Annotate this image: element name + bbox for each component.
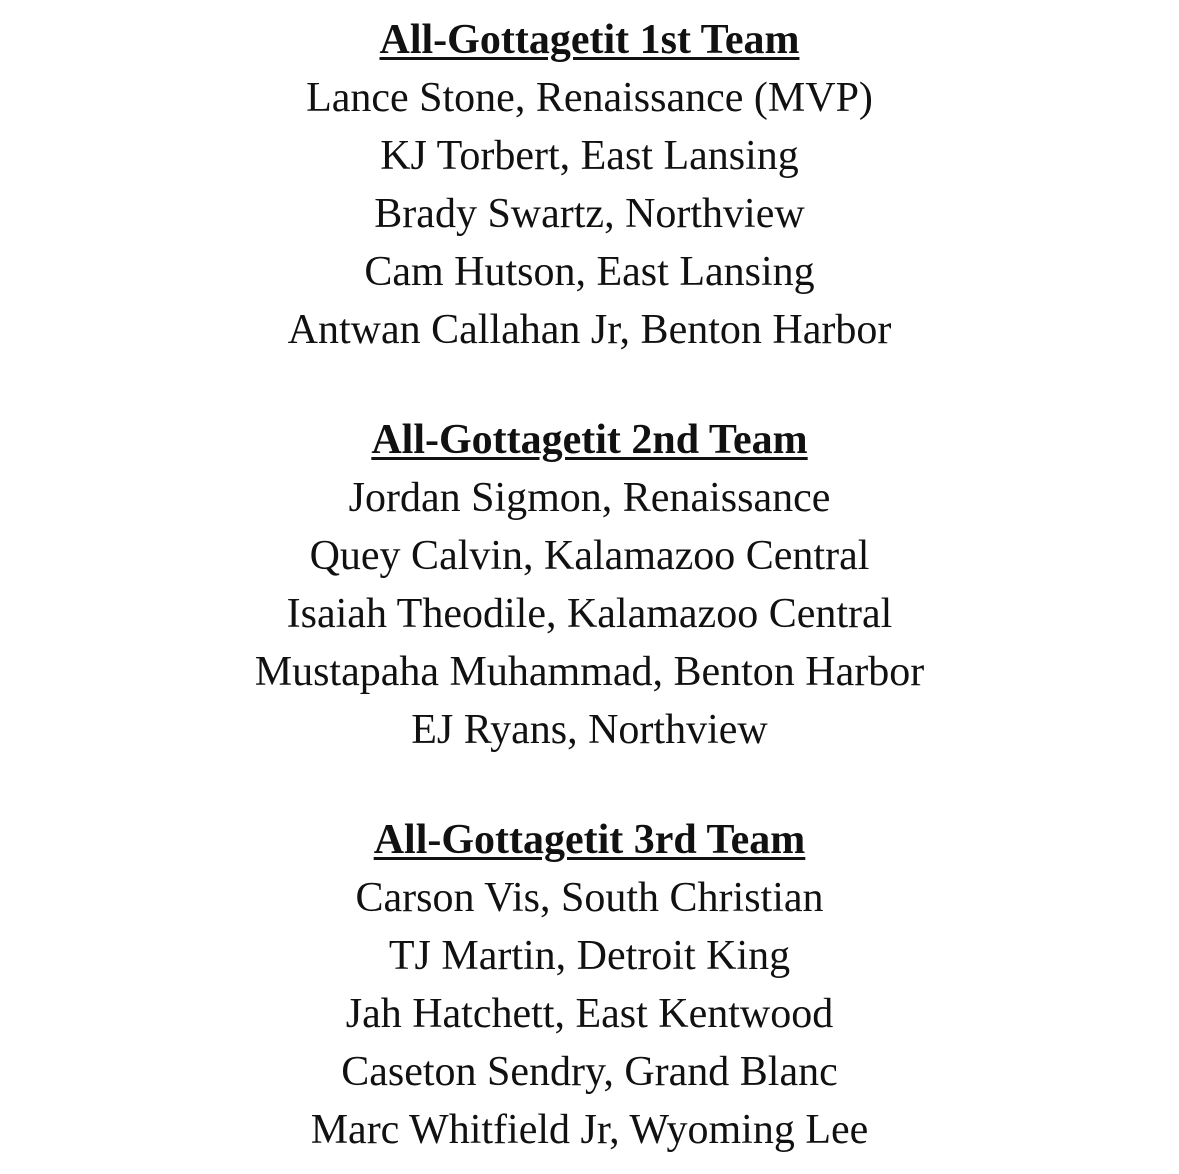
second-team-section — [0, 411, 1179, 759]
third-team-section — [0, 811, 1179, 1159]
third-team-player: Jah Hatchett, East Kentwood — [345, 991, 834, 1037]
second-team-player: EJ Ryans, Northview — [411, 707, 768, 753]
second-team-player: Mustapaha Muhammad, Benton Harbor — [254, 649, 925, 695]
second-team-player: Quey Calvin, Kalamazoo Central — [309, 533, 870, 579]
first-team-player: Antwan Callahan Jr, Benton Harbor — [287, 307, 892, 353]
third-team-player: TJ Martin, Detroit King — [388, 933, 791, 979]
first-team-player: Lance Stone, Renaissance (MVP) — [306, 75, 873, 121]
second-team-player: Jordan Sigmon, Renaissance — [348, 475, 831, 521]
third-team-player: Caseton Sendry, Grand Blanc — [341, 1049, 838, 1095]
first-team-player: Brady Swartz, Northview — [374, 191, 805, 237]
second-team-heading: All-Gottagetit 2nd Team — [371, 417, 808, 463]
second-team-player: Isaiah Theodile, Kalamazoo Central — [286, 591, 893, 637]
first-team-section — [0, 11, 1179, 359]
third-team-heading: All-Gottagetit 3rd Team — [373, 817, 806, 863]
third-team-player: Carson Vis, South Christian — [355, 875, 824, 921]
first-team-player: KJ Torbert, East Lansing — [380, 133, 799, 179]
third-team-player: Marc Whitfield Jr, Wyoming Lee — [310, 1107, 869, 1153]
first-team-heading: All-Gottagetit 1st Team — [379, 17, 800, 63]
first-team-player: Cam Hutson, East Lansing — [364, 249, 815, 295]
